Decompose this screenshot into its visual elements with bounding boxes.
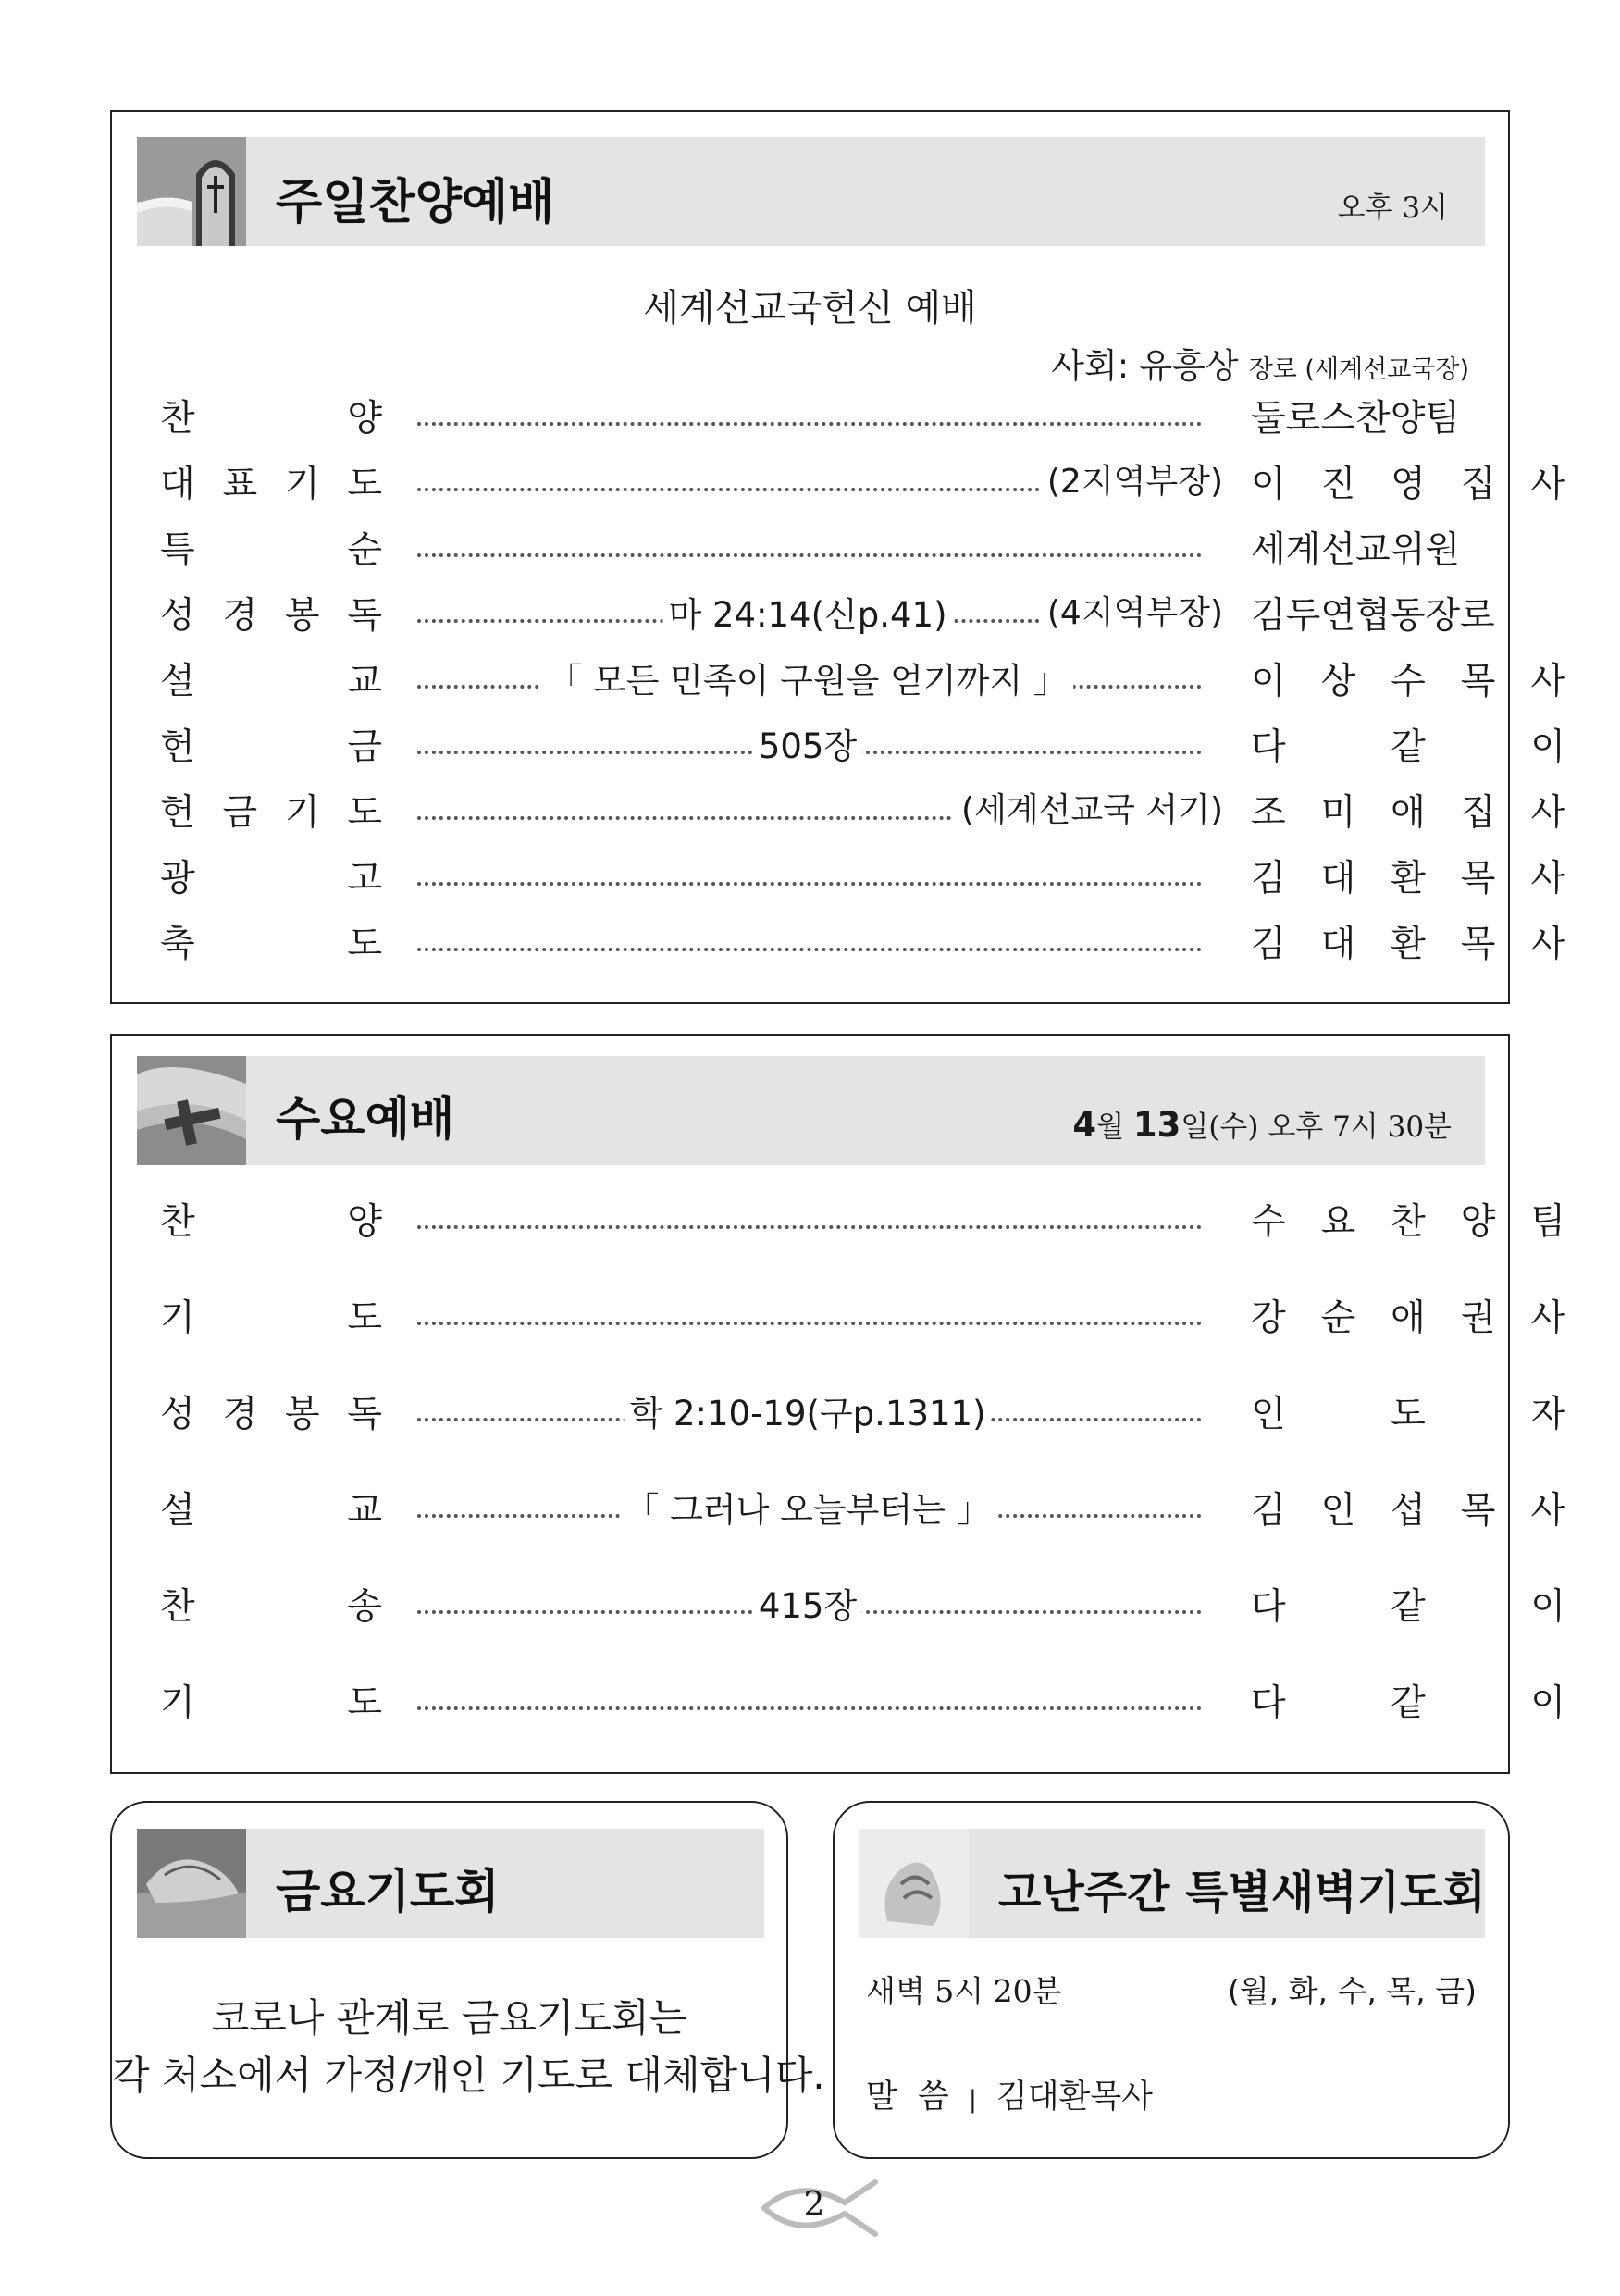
program-row [112,1674,1565,1733]
time-month: 4 [1072,1105,1097,1145]
program-role: (2지역부장) [1040,455,1230,503]
dawn-days: (월, 화, 수, 목, 금) [1227,1973,1477,2009]
friday-title: 금요기도회 [276,1865,500,1918]
wednesday-title: 수요예배 [276,1092,455,1146]
label-char: 찬 [160,398,195,440]
label-char: 헌 [160,792,195,834]
leader-char: 같 [1391,1586,1426,1628]
leader-char: 목 [1460,661,1496,702]
sermon-separator: | [969,2086,977,2114]
sunday-presider [1051,338,1469,388]
leader-char: 이 [1251,464,1286,505]
program-label [160,915,382,967]
leader-char: 집 [1460,792,1496,834]
leader-char: 사 [1530,924,1565,965]
program-leader: 김두연협동장로 [1251,595,1495,637]
program-detail: 「 그러나 오늘부터는 」 [619,1482,995,1532]
leader-char: 사 [1530,661,1565,702]
church-window-image [137,137,246,246]
program-row [112,390,1508,449]
leader-char: 다 [1251,1586,1286,1628]
program-label [160,1289,382,1341]
program-leader [1251,784,1565,836]
sunday-time: 오후 3시 [1337,192,1448,225]
label-char: 교 [347,661,382,702]
label-char: 양 [347,1201,382,1243]
program-leader [1251,1385,1565,1437]
leader-char: 같 [1391,1682,1426,1724]
program-row [112,1385,1565,1445]
label-char: 찬 [160,1201,195,1243]
leader-char: 권 [1460,1297,1496,1339]
label-char: 금 [222,792,258,834]
leader-char: 목 [1460,858,1496,900]
praying-hands-bible-image [137,1829,246,1938]
leader-char: 김 [1251,1490,1286,1532]
program-leader [1251,915,1565,967]
label-char: 찬 [160,1586,195,1628]
leader-char: 상 [1320,661,1356,702]
leader-char: 이 [1251,661,1286,702]
program-label [160,455,382,507]
label-char: 성 [160,1394,195,1435]
program-row [112,652,1565,712]
dotted-leader [417,1706,1202,1710]
label-char: 교 [347,1490,382,1532]
leader-char: 김 [1251,924,1286,965]
label-char: 특 [160,529,195,571]
program-label [160,1578,382,1630]
program-detail: 505장 [753,718,862,768]
page-number-badge [757,2175,882,2241]
program-label [160,390,382,441]
leader-char: 같 [1391,726,1426,768]
program-detail: 415장 [753,1578,862,1628]
presider-label: 사회: [1051,346,1130,386]
program-leader: 세계선교위원 [1251,529,1461,571]
label-char: 설 [160,661,195,702]
program-leader [1251,652,1565,704]
program-row [112,1193,1565,1252]
leader-char: 다 [1251,726,1286,768]
label-char: 도 [347,792,382,834]
label-char: 송 [347,1586,382,1628]
label-char: 독 [347,595,382,637]
dotted-leader [417,422,1202,426]
leader-char: 사 [1530,464,1565,505]
label-char: 경 [222,1394,258,1435]
leader-char: 요 [1320,1201,1356,1243]
leader-char: 김 [1251,858,1286,900]
leader-char: 수 [1391,661,1426,702]
leader-char: 대 [1320,924,1356,965]
label-char: 성 [160,595,195,637]
label-char: 기 [284,464,320,505]
sunday-service-box [110,110,1565,1004]
leader-char: 목 [1460,1490,1496,1532]
leader-char: 팀 [1530,1201,1565,1243]
leader-char: 사 [1530,1490,1565,1532]
program-label [160,850,382,901]
leader-char: 수 [1251,1201,1286,1243]
label-char: 기 [284,792,320,834]
leader-char: 사 [1530,792,1565,834]
leader-char: 환 [1391,858,1426,900]
dawn-sermon [866,2071,1153,2117]
leader-char: 대 [1320,858,1356,900]
leader-char: 이 [1530,1586,1565,1628]
dawn-time: 새벽 5시 20분 [866,1973,1062,2009]
label-char: 경 [222,595,258,637]
time-month-unit: 월 [1096,1111,1125,1144]
program-leader [1251,1674,1565,1726]
dotted-leader [417,1225,1202,1229]
program-label [160,1482,382,1533]
leader-char: 진 [1320,464,1356,505]
program-leader [1251,1482,1565,1533]
program-leader [1251,850,1565,901]
leader-char: 섭 [1391,1490,1426,1532]
program-leader [1251,455,1565,507]
sermon-speaker: 김대환목사 [995,2079,1153,2116]
dawn-title: 고난주간 특별새벽기도회 [998,1867,1486,1918]
leader-char: 사 [1530,1297,1565,1339]
label-char: 축 [160,924,195,965]
sunday-header [137,137,1485,246]
program-row [112,521,1508,580]
leader-char: 미 [1320,792,1356,834]
page-number: 2 [803,2186,825,2224]
label-char: 도 [347,464,382,505]
leader-char: 인 [1320,1490,1356,1532]
program-label [160,521,382,573]
program-label [160,1385,382,1437]
program-detail: 「 모든 민족이 구원을 얻기까지 」 [542,652,1073,702]
program-row [112,784,1565,843]
sunday-subtitle: 세계선교국헌신 예배 [643,287,977,329]
label-char: 고 [347,858,382,900]
sermon-label: 말 씀 [866,2079,949,2116]
program-row [112,1289,1565,1348]
label-char: 금 [347,726,382,768]
time-rest: 일(수) 오후 7시 30분 [1181,1111,1452,1144]
program-leader [1251,1578,1565,1630]
leader-char: 인 [1251,1394,1286,1435]
friday-notice-line1: 코로나 관계로 금요기도회는 [211,1995,687,2041]
leader-char: 집 [1460,464,1496,505]
label-char: 도 [347,1682,382,1724]
label-char: 설 [160,1490,195,1532]
program-label [160,587,382,639]
leader-char: 영 [1391,464,1426,505]
dotted-leader [417,1322,1202,1325]
program-label [160,1674,382,1726]
label-char: 봉 [284,595,320,637]
wednesday-service-box [110,1034,1565,1774]
leader-char: 순 [1320,1297,1356,1339]
label-char: 헌 [160,726,195,768]
bible-cross-image [137,1056,246,1165]
label-char: 양 [347,398,382,440]
label-char: 봉 [284,1394,320,1435]
dawn-prayer-box [833,1801,1510,2159]
label-char: 도 [347,1297,382,1339]
program-row [112,1482,1565,1541]
program-role: (4지역부장) [1040,587,1230,634]
label-char: 기 [160,1682,195,1724]
program-row [112,850,1565,909]
dawn-header [859,1829,1485,1938]
label-char: 대 [160,464,195,505]
friday-prayer-box [110,1801,825,2159]
leader-char: 애 [1391,792,1426,834]
program-leader [1251,718,1565,770]
dotted-leader [417,882,1202,886]
leader-char: 다 [1251,1682,1286,1724]
dotted-leader [417,553,1202,557]
label-char: 광 [160,858,195,900]
leader-char: 목 [1460,924,1496,965]
program-detail: 학 2:10-19(구p.1311) [624,1385,991,1435]
leader-char: 이 [1530,1682,1565,1724]
program-row [112,587,1508,646]
label-char: 독 [347,1394,382,1435]
time-day: 13 [1132,1105,1181,1145]
program-label [160,652,382,704]
program-label [160,784,382,836]
leader-char: 조 [1251,792,1286,834]
friday-header [137,1829,764,1938]
wednesday-header [137,1056,1485,1165]
program-label [160,718,382,770]
program-row [112,915,1565,974]
leader-char: 애 [1391,1297,1426,1339]
presider-role: 장로 (세계선교국장) [1248,355,1469,384]
leader-char: 사 [1530,858,1565,900]
leader-char: 강 [1251,1297,1286,1339]
program-row [112,1578,1565,1637]
label-char: 도 [347,924,382,965]
leader-char: 도 [1391,1394,1426,1435]
leader-char: 양 [1460,1201,1496,1243]
leader-char: 환 [1391,924,1426,965]
program-leader [1251,1289,1565,1341]
program-row [112,455,1565,515]
program-leader [1251,1193,1565,1245]
leader-char: 자 [1530,1394,1565,1435]
leader-char: 찬 [1391,1201,1426,1243]
sunday-title: 주일찬양예배 [276,175,555,230]
program-role: (세계선교국 서기) [954,784,1230,831]
program-label [160,1193,382,1245]
program-row [112,718,1565,777]
program-leader: 둘로스찬양팀 [1251,398,1461,440]
label-char: 기 [160,1297,195,1339]
folded-hands-image [859,1829,969,1938]
program-detail: 마 24:14(신p.41) [662,587,952,637]
leader-char: 이 [1530,726,1565,768]
friday-notice-line2: 각 처소에서 가정/개인 기도로 대체합니다. [112,2053,825,2098]
dotted-leader [417,948,1202,951]
label-char: 순 [347,529,382,571]
wednesday-time [1072,1103,1452,1145]
presider-name: 유흥상 [1139,346,1239,386]
label-char: 표 [222,464,258,505]
